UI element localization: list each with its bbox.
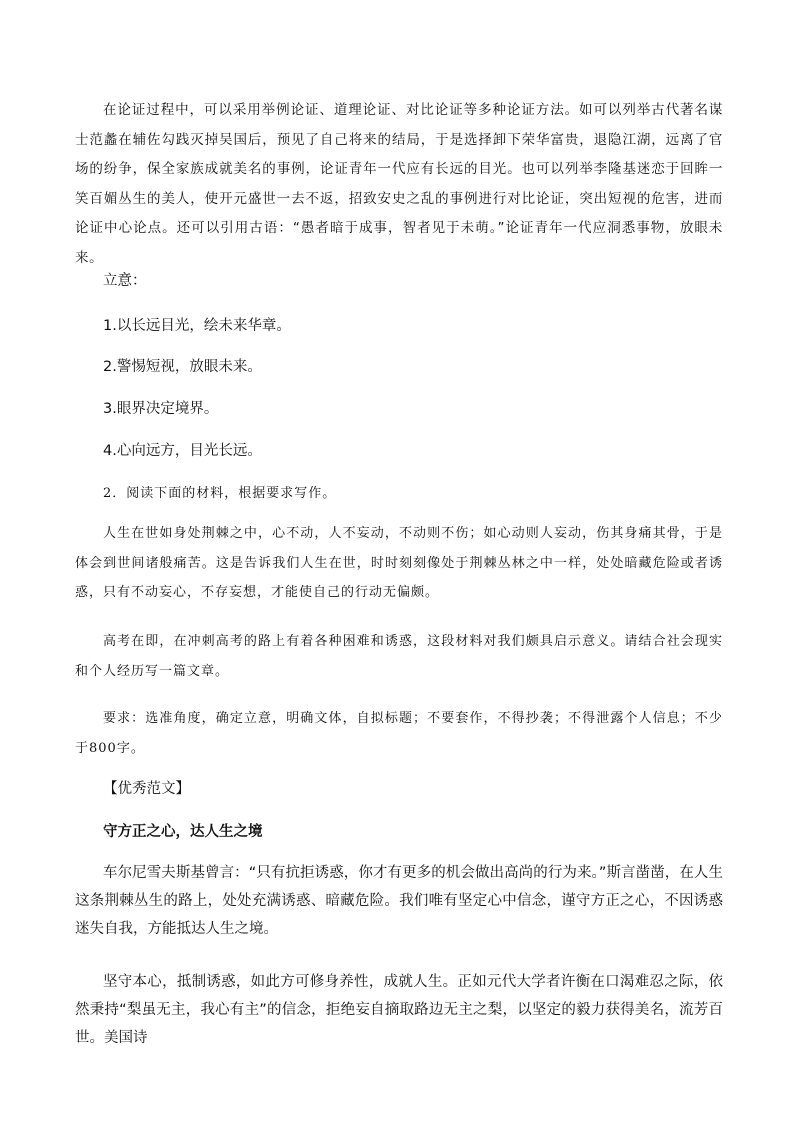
essay-paragraph-1: 车尔尼雪夫斯基曾言：“只有抗拒诱惑，你才有更多的机会做出高尚的行为来。”斯言凿凿，在人生这条荆棘丛生的路上，处处充满诱惑、暗藏危险。我们唯有坚定心中信念，谨守方正之心，不因诱惑迷失自我，方能抵达人生之境。: [75, 865, 723, 937]
lipyi-item-3: 3.眼界决定境界。: [103, 401, 219, 417]
requirements-paragraph: 要求：选准角度，确定立意，明确文体，自拟标题；不要套作，不得抄袭；不得泄露个人信息；不少于800字。: [75, 711, 723, 756]
essay-label: 【优秀范文】: [103, 781, 190, 797]
essay-title: 守方正之心，达人生之境: [103, 824, 263, 840]
material-paragraph-2: 高考在即，在冲刺高考的路上有着各种困难和诱惑，这段材料对我们颇具启示意义。请结合社会现实和个人经历写一篇文章。: [75, 634, 723, 679]
lipyi-heading: 立意：: [103, 273, 147, 289]
essay-paragraph-2: 坚守本心，抵制诱惑，如此方可修身养性，成就人生。正如元代大学者许衡在口渴难忍之际，依然秉持“梨虽无主，我心有主”的信念，拒绝妄自摘取路边无主之梨，以坚定的毅力获得美名，流芳百世。美国诗: [75, 974, 723, 1046]
material-paragraph-1: 人生在世如身处荆棘之中，心不动，人不妄动，不动则不伤；如心动则人妄动，伤其身痛其骨，于是体会到世间诸般痛苦。这是告诉我们人生在世，时时刻刻像处于荆棘丛林之中一样，处处暗藏危险或者诱惑，只有不动妄心，不存妄想，才能使自己的行动无偏颇。: [75, 526, 723, 600]
lipyi-item-1: 1.以长远目光，绘未来华章。: [103, 318, 291, 334]
question-heading: 2．阅读下面的材料，根据要求写作。: [103, 486, 337, 501]
lipyi-item-2: 2.警惕短视，放眼未来。: [103, 359, 262, 375]
lipyi-item-4: 4.心向远方，目光长远。: [103, 443, 262, 459]
paragraph-argument-methods: 在论证过程中，可以采用举例论证、道理论证、对比论证等多种论证方法。如可以列举古代著名谋士范蠡在辅佐勾践灭掉吴国后，预见了自己将来的结局，于是选择卸下荣华富贵，退隐江湖，远离了官场的纷争，保全家族成就美名的事例，论证青年一代应有长远的目光。也可以列举李隆基迷恋于回眸一笑百媚丛生的美人，使开元盛世一去不返，招致安史之乱的事例进行对比论证，突出短视的危害，进而论证中心论点。还可以引用古语：“愚者暗于成事，智者见于未萌。”论证青年一代应洞悉事物，放眼未来。: [75, 102, 723, 266]
